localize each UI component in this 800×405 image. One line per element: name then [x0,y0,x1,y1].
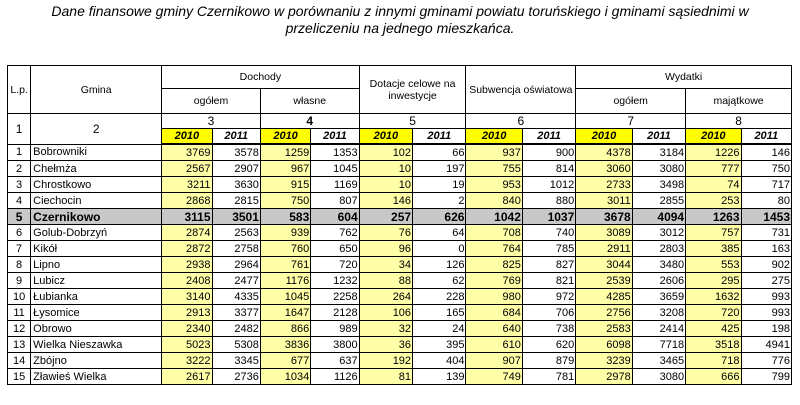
row-value-2010: 2583 [576,321,632,337]
row-value-2010: 1176 [260,273,310,289]
row-value-2011: 126 [413,257,466,273]
row-value-2010: 610 [466,337,522,353]
header-num-5: 5 [359,114,466,129]
row-gmina: Obrowo [31,321,162,337]
title-line-1: Dane finansowe gminy Czernikowo w porównaniu z innymi gminami powiatu toruńskiego i gminami sąsiednimi w [51,3,749,19]
year-header-2010: 2010 [162,129,212,145]
row-value-2011: 2815 [212,193,260,209]
table-row [8,369,792,385]
row-value-2011: 3480 [632,257,685,273]
row-gmina: Lipno [31,257,162,273]
row-value-2011: 4941 [741,337,791,353]
row-value-2010: 3836 [260,337,310,353]
row-gmina: Golub-Dobrzyń [31,225,162,241]
row-gmina: Zbójno [31,353,162,369]
row-value-2010: 866 [260,321,310,337]
row-lp: 9 [8,273,31,289]
row-value-2010: 192 [359,353,412,369]
table-row [8,273,792,289]
row-value-2011: 2606 [632,273,685,289]
row-value-2010: 2408 [162,273,212,289]
row-value-2010: 761 [260,257,310,273]
row-value-2011: 5308 [212,337,260,353]
table-row [8,337,792,353]
row-value-2010: 425 [686,321,741,337]
row-value-2011: 785 [522,241,575,257]
row-value-2010: 4378 [576,144,632,161]
row-value-2011: 781 [522,369,575,385]
row-value-2011: 604 [311,209,359,225]
row-gmina: Chrostkowo [31,177,162,193]
row-value-2011: 80 [741,193,791,209]
header-num-8: 8 [686,114,792,129]
row-value-2010: 2911 [576,241,632,257]
page-title [0,3,800,37]
row-value-2011: 3208 [632,305,685,321]
row-value-2011: 3345 [212,353,260,369]
row-value-2010: 937 [466,144,522,161]
row-value-2011: 3080 [632,161,685,177]
row-value-2011: 1012 [522,177,575,193]
year-header-2011: 2011 [413,129,466,145]
row-value-2010: 96 [359,241,412,257]
row-value-2011: 1169 [311,177,359,193]
row-value-2010: 2978 [576,369,632,385]
row-value-2011: 275 [741,273,791,289]
table-row [8,161,792,177]
row-value-2011: 738 [522,321,575,337]
year-header-2010: 2010 [686,129,741,145]
row-value-2010: 764 [466,241,522,257]
row-value-2011: 139 [413,369,466,385]
row-value-2010: 74 [686,177,741,193]
row-value-2011: 3630 [212,177,260,193]
row-value-2011: 2414 [632,321,685,337]
row-value-2011: 1045 [311,161,359,177]
row-value-2011: 3080 [632,369,685,385]
row-lp: 10 [8,289,31,305]
row-value-2011: 0 [413,241,466,257]
row-value-2010: 907 [466,353,522,369]
row-value-2011: 776 [741,353,791,369]
row-value-2010: 2340 [162,321,212,337]
row-value-2010: 10 [359,177,412,193]
row-value-2011: 821 [522,273,575,289]
row-value-2011: 902 [741,257,791,273]
table-row [8,289,792,305]
row-value-2011: 720 [311,257,359,273]
row-value-2011: 879 [522,353,575,369]
header-wydatki-majatkowe: majątkowe [686,89,792,114]
row-value-2011: 706 [522,305,575,321]
row-gmina: Kikół [31,241,162,257]
row-lp: 2 [8,161,31,177]
row-value-2011: 404 [413,353,466,369]
row-gmina: Łubianka [31,289,162,305]
row-gmina: Zławieś Wielka [31,369,162,385]
row-value-2011: 3012 [632,225,685,241]
row-value-2011: 1232 [311,273,359,289]
row-gmina: Czernikowo [31,209,162,225]
row-value-2010: 257 [359,209,412,225]
year-header-2010: 2010 [466,129,522,145]
row-value-2011: 650 [311,241,359,257]
row-value-2011: 880 [522,193,575,209]
row-value-2011: 750 [741,161,791,177]
row-value-2011: 2563 [212,225,260,241]
row-lp: 13 [8,337,31,353]
row-value-2010: 2756 [576,305,632,321]
row-value-2010: 106 [359,305,412,321]
row-value-2011: 2907 [212,161,260,177]
year-header-2011: 2011 [212,129,260,145]
row-value-2011: 1037 [522,209,575,225]
table-row [8,144,792,161]
row-value-2011: 637 [311,353,359,369]
row-lp: 4 [8,193,31,209]
row-value-2010: 2938 [162,257,212,273]
row-value-2010: 915 [260,177,310,193]
row-value-2010: 769 [466,273,522,289]
row-value-2010: 76 [359,225,412,241]
row-lp: 3 [8,177,31,193]
row-lp: 8 [8,257,31,273]
row-value-2010: 1045 [260,289,310,305]
row-value-2010: 81 [359,369,412,385]
header-num-4: 4 [260,114,359,129]
row-value-2011: 64 [413,225,466,241]
row-value-2010: 264 [359,289,412,305]
row-lp: 6 [8,225,31,241]
row-value-2010: 3769 [162,144,212,161]
row-value-2010: 10 [359,161,412,177]
row-value-2011: 3184 [632,144,685,161]
row-lp: 11 [8,305,31,321]
row-value-2011: 1453 [741,209,791,225]
header-dochody-wlasne: własne [260,89,359,114]
row-value-2010: 720 [686,305,741,321]
row-value-2010: 750 [260,193,310,209]
row-value-2011: 165 [413,305,466,321]
row-value-2011: 2758 [212,241,260,257]
year-header-2011: 2011 [311,129,359,145]
table-header [8,66,792,145]
row-value-2011: 972 [522,289,575,305]
row-gmina: Wielka Nieszawka [31,337,162,353]
row-value-2011: 900 [522,144,575,161]
row-value-2010: 3518 [686,337,741,353]
row-value-2010: 3678 [576,209,632,225]
row-value-2011: 762 [311,225,359,241]
year-header-2011: 2011 [741,129,791,145]
row-value-2011: 3578 [212,144,260,161]
row-value-2010: 3140 [162,289,212,305]
row-value-2010: 757 [686,225,741,241]
row-value-2011: 24 [413,321,466,337]
row-value-2011: 7718 [632,337,685,353]
row-value-2011: 3465 [632,353,685,369]
table-row [8,241,792,257]
row-value-2011: 2 [413,193,466,209]
row-value-2011: 2736 [212,369,260,385]
table-row [8,193,792,209]
row-value-2011: 2803 [632,241,685,257]
row-value-2010: 6098 [576,337,632,353]
header-dotacje: Dotacje celowe na inwestycje [359,66,466,114]
header-num-7: 7 [576,114,686,129]
row-lp: 7 [8,241,31,257]
row-gmina: Ciechocin [31,193,162,209]
year-header-2010: 2010 [576,129,632,145]
row-value-2011: 198 [741,321,791,337]
row-value-2010: 4285 [576,289,632,305]
row-value-2010: 825 [466,257,522,273]
row-value-2010: 1034 [260,369,310,385]
table-body [8,144,792,385]
row-value-2010: 980 [466,289,522,305]
row-value-2010: 640 [466,321,522,337]
row-value-2011: 228 [413,289,466,305]
row-lp: 14 [8,353,31,369]
row-value-2010: 2567 [162,161,212,177]
row-value-2010: 385 [686,241,741,257]
row-value-2010: 939 [260,225,310,241]
header-num-1: 1 [8,114,31,145]
row-value-2011: 395 [413,337,466,353]
year-header-2011: 2011 [522,129,575,145]
row-value-2010: 553 [686,257,741,273]
row-value-2011: 799 [741,369,791,385]
row-value-2011: 993 [741,305,791,321]
row-value-2011: 62 [413,273,466,289]
row-value-2010: 1263 [686,209,741,225]
row-value-2010: 3115 [162,209,212,225]
row-value-2010: 3044 [576,257,632,273]
row-value-2011: 989 [311,321,359,337]
row-value-2011: 2128 [311,305,359,321]
row-value-2010: 749 [466,369,522,385]
row-value-2010: 1259 [260,144,310,161]
row-value-2011: 620 [522,337,575,353]
row-value-2010: 777 [686,161,741,177]
row-gmina: Bobrowniki [31,144,162,161]
row-value-2010: 3222 [162,353,212,369]
row-value-2010: 953 [466,177,522,193]
row-value-2011: 993 [741,289,791,305]
row-value-2011: 827 [522,257,575,273]
row-value-2011: 66 [413,144,466,161]
row-value-2010: 1647 [260,305,310,321]
row-value-2010: 2913 [162,305,212,321]
table-row [8,305,792,321]
row-value-2010: 840 [466,193,522,209]
row-value-2010: 967 [260,161,310,177]
row-value-2011: 2964 [212,257,260,273]
header-num-3: 3 [162,114,261,129]
row-value-2010: 34 [359,257,412,273]
row-value-2011: 814 [522,161,575,177]
year-header-2011: 2011 [632,129,685,145]
year-header-2010: 2010 [359,129,412,145]
row-value-2011: 3498 [632,177,685,193]
header-dochody-ogolem: ogółem [162,89,261,114]
row-value-2011: 717 [741,177,791,193]
row-value-2011: 1353 [311,144,359,161]
row-value-2011: 1126 [311,369,359,385]
row-value-2010: 2872 [162,241,212,257]
row-value-2010: 2617 [162,369,212,385]
row-value-2011: 4335 [212,289,260,305]
row-value-2010: 5023 [162,337,212,353]
row-value-2010: 677 [260,353,310,369]
header-dochody: Dochody [162,66,359,89]
row-value-2011: 19 [413,177,466,193]
row-value-2011: 626 [413,209,466,225]
row-value-2011: 3501 [212,209,260,225]
row-value-2011: 3377 [212,305,260,321]
row-value-2011: 2855 [632,193,685,209]
row-value-2010: 1226 [686,144,741,161]
row-value-2010: 666 [686,369,741,385]
row-value-2010: 755 [466,161,522,177]
row-value-2010: 3060 [576,161,632,177]
row-value-2011: 740 [522,225,575,241]
row-value-2011: 197 [413,161,466,177]
row-value-2010: 102 [359,144,412,161]
row-value-2010: 146 [359,193,412,209]
row-value-2011: 2482 [212,321,260,337]
row-value-2011: 2258 [311,289,359,305]
table-row [8,321,792,337]
row-value-2010: 3089 [576,225,632,241]
row-gmina: Lubicz [31,273,162,289]
header-subwencja: Subwencja oświatowa [466,66,576,114]
header-num-6: 6 [466,114,576,129]
row-value-2010: 32 [359,321,412,337]
row-lp: 1 [8,144,31,161]
row-value-2011: 731 [741,225,791,241]
year-header-2010: 2010 [260,129,310,145]
header-wydatki-ogolem: ogółem [576,89,686,114]
row-value-2011: 3800 [311,337,359,353]
row-value-2010: 295 [686,273,741,289]
row-value-2010: 760 [260,241,310,257]
finance-table [7,65,792,385]
row-value-2011: 163 [741,241,791,257]
row-value-2010: 36 [359,337,412,353]
row-value-2010: 1632 [686,289,741,305]
row-value-2010: 2874 [162,225,212,241]
table-row [8,257,792,273]
row-value-2010: 3239 [576,353,632,369]
row-lp: 12 [8,321,31,337]
row-value-2011: 3659 [632,289,685,305]
row-value-2010: 2733 [576,177,632,193]
table-row [8,353,792,369]
row-value-2010: 1042 [466,209,522,225]
row-value-2010: 3211 [162,177,212,193]
table-row [8,177,792,193]
row-gmina: Łysomice [31,305,162,321]
table-row [8,209,792,225]
title-line-2: przeliczeniu na jednego mieszkańca. [285,20,515,36]
row-value-2010: 88 [359,273,412,289]
row-value-2011: 146 [741,144,791,161]
header-wydatki: Wydatki [576,66,792,89]
row-value-2010: 2868 [162,193,212,209]
row-lp: 15 [8,369,31,385]
row-value-2010: 684 [466,305,522,321]
row-value-2010: 3011 [576,193,632,209]
row-value-2010: 718 [686,353,741,369]
header-gmina: Gmina [31,66,162,114]
row-value-2010: 253 [686,193,741,209]
row-value-2010: 583 [260,209,310,225]
table-row [8,225,792,241]
row-value-2010: 2539 [576,273,632,289]
header-lp: L.p. [8,66,31,114]
row-lp: 5 [8,209,31,225]
row-value-2011: 4094 [632,209,685,225]
row-gmina: Chełmża [31,161,162,177]
row-value-2010: 708 [466,225,522,241]
row-value-2011: 807 [311,193,359,209]
header-num-2: 2 [31,114,162,145]
row-value-2011: 2477 [212,273,260,289]
